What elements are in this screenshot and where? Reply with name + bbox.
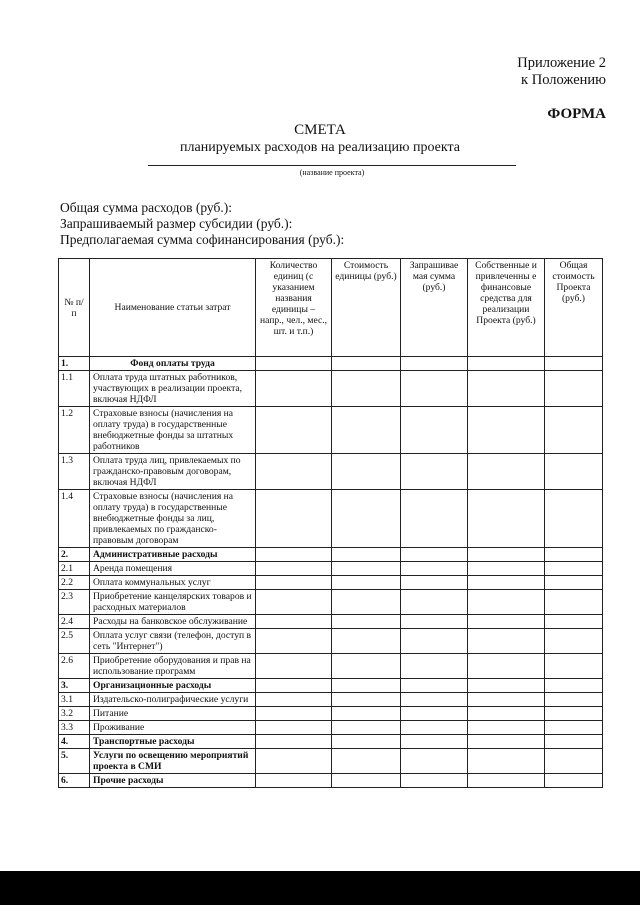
row-number: 1.1 bbox=[59, 371, 90, 407]
value-cell[interactable] bbox=[332, 576, 401, 590]
item-name: Издательско-полиграфические услуги bbox=[90, 693, 256, 707]
value-cell[interactable] bbox=[256, 454, 332, 490]
value-cell[interactable] bbox=[401, 371, 468, 407]
value-cell[interactable] bbox=[468, 693, 545, 707]
value-cell[interactable] bbox=[545, 357, 603, 371]
document-subtitle: планируемых расходов на реализацию проекта bbox=[180, 140, 460, 155]
row-number: 3.3 bbox=[59, 721, 90, 735]
table-row bbox=[59, 590, 603, 615]
item-name: Оплата услуг связи (телефон, доступ в сеть "Интернет") bbox=[90, 629, 256, 654]
value-cell[interactable] bbox=[256, 749, 332, 774]
value-cell[interactable] bbox=[401, 654, 468, 679]
table-row bbox=[59, 707, 603, 721]
value-cell[interactable] bbox=[332, 679, 401, 693]
value-cell[interactable] bbox=[256, 721, 332, 735]
value-cell[interactable] bbox=[468, 774, 545, 788]
header-number: № п/п bbox=[59, 259, 90, 357]
value-cell[interactable] bbox=[401, 615, 468, 629]
item-name: Оплата труда штатных работников, участвующих в реализации проекта, включая НДФЛ bbox=[90, 371, 256, 407]
row-number: 3.2 bbox=[59, 707, 90, 721]
value-cell[interactable] bbox=[468, 407, 545, 454]
value-cell[interactable] bbox=[468, 548, 545, 562]
value-cell[interactable] bbox=[256, 407, 332, 454]
header-unit-count: Количество единиц (с указанием названия единицы – напр., чел., мес., шт. и т.п.) bbox=[256, 259, 332, 357]
value-cell[interactable] bbox=[545, 548, 603, 562]
value-cell[interactable] bbox=[256, 357, 332, 371]
value-cell[interactable] bbox=[401, 357, 468, 371]
value-cell[interactable] bbox=[332, 590, 401, 615]
table-row bbox=[59, 749, 603, 774]
value-cell[interactable] bbox=[468, 654, 545, 679]
value-cell[interactable] bbox=[401, 629, 468, 654]
item-name: Питание bbox=[90, 707, 256, 721]
section-title: Услуги по освещению мероприятий проекта в СМИ bbox=[90, 749, 256, 774]
item-name: Аренда помещения bbox=[90, 562, 256, 576]
value-cell[interactable] bbox=[545, 615, 603, 629]
item-name: Приобретение оборудования и прав на использование программ bbox=[90, 654, 256, 679]
table-row bbox=[59, 735, 603, 749]
value-cell[interactable] bbox=[468, 562, 545, 576]
header-total-cost: Общая стоимость Проекта (руб.) bbox=[545, 259, 603, 357]
value-cell[interactable] bbox=[401, 576, 468, 590]
table-row bbox=[59, 562, 603, 576]
value-cell[interactable] bbox=[401, 749, 468, 774]
value-cell[interactable] bbox=[545, 679, 603, 693]
table-row bbox=[59, 407, 603, 454]
cofinancing-label: Предполагаемая сумма софинансирования (руб.): bbox=[60, 232, 345, 247]
value-cell[interactable] bbox=[256, 735, 332, 749]
value-cell[interactable] bbox=[401, 454, 468, 490]
value-cell[interactable] bbox=[256, 629, 332, 654]
document-title: СМЕТА bbox=[294, 122, 346, 138]
table-row bbox=[59, 615, 603, 629]
project-name-caption: (название проекта) bbox=[299, 168, 365, 177]
row-number: 1.2 bbox=[59, 407, 90, 454]
value-cell[interactable] bbox=[332, 774, 401, 788]
row-number: 3.1 bbox=[59, 693, 90, 707]
value-cell[interactable] bbox=[545, 576, 603, 590]
value-cell[interactable] bbox=[468, 490, 545, 548]
value-cell[interactable] bbox=[468, 615, 545, 629]
table-row bbox=[59, 454, 603, 490]
total-sum-label: Общая сумма расходов (руб.): bbox=[60, 200, 232, 215]
section-title: Организационные расходы bbox=[90, 679, 256, 693]
value-cell[interactable] bbox=[332, 407, 401, 454]
value-cell[interactable] bbox=[256, 774, 332, 788]
value-cell[interactable] bbox=[401, 774, 468, 788]
value-cell[interactable] bbox=[545, 721, 603, 735]
table-row bbox=[59, 774, 603, 788]
value-cell[interactable] bbox=[545, 590, 603, 615]
appendix-line-2: к Положению bbox=[521, 72, 606, 88]
project-name-line bbox=[148, 165, 516, 166]
table-row bbox=[59, 721, 603, 735]
row-number: 2. bbox=[59, 548, 90, 562]
header-item-name: Наименование статьи затрат bbox=[90, 259, 256, 357]
value-cell[interactable] bbox=[401, 562, 468, 576]
row-number: 5. bbox=[59, 749, 90, 774]
scan-bottom-border bbox=[0, 871, 640, 905]
item-name: Оплата коммунальных услуг bbox=[90, 576, 256, 590]
table-row bbox=[59, 357, 603, 371]
value-cell[interactable] bbox=[256, 562, 332, 576]
value-cell[interactable] bbox=[332, 357, 401, 371]
value-cell[interactable] bbox=[545, 407, 603, 454]
table-row bbox=[59, 679, 603, 693]
value-cell[interactable] bbox=[468, 576, 545, 590]
row-number: 2.1 bbox=[59, 562, 90, 576]
row-number: 1. bbox=[59, 357, 90, 371]
value-cell[interactable] bbox=[332, 490, 401, 548]
value-cell[interactable] bbox=[256, 615, 332, 629]
section-title: Фонд оплаты труда bbox=[90, 357, 256, 371]
value-cell[interactable] bbox=[545, 371, 603, 407]
table-row bbox=[59, 371, 603, 407]
row-number: 4. bbox=[59, 735, 90, 749]
value-cell[interactable] bbox=[332, 721, 401, 735]
value-cell[interactable] bbox=[468, 590, 545, 615]
item-name: Расходы на банковское обслуживание bbox=[90, 615, 256, 629]
value-cell[interactable] bbox=[332, 693, 401, 707]
table-row bbox=[59, 490, 603, 548]
value-cell[interactable] bbox=[545, 654, 603, 679]
value-cell[interactable] bbox=[332, 454, 401, 490]
value-cell[interactable] bbox=[256, 490, 332, 548]
value-cell[interactable] bbox=[401, 707, 468, 721]
header-requested-amount: Запрашивае мая сумма (руб.) bbox=[401, 259, 468, 357]
row-number: 2.5 bbox=[59, 629, 90, 654]
row-number: 1.4 bbox=[59, 490, 90, 548]
value-cell[interactable] bbox=[332, 562, 401, 576]
header-own-funds: Собственные и привлеченны е финансовые средства для реализации Проекта (руб.) bbox=[468, 259, 545, 357]
value-cell[interactable] bbox=[468, 707, 545, 721]
section-title: Административные расходы bbox=[90, 548, 256, 562]
value-cell[interactable] bbox=[545, 693, 603, 707]
value-cell[interactable] bbox=[401, 548, 468, 562]
value-cell[interactable] bbox=[468, 749, 545, 774]
value-cell[interactable] bbox=[401, 693, 468, 707]
value-cell[interactable] bbox=[545, 749, 603, 774]
value-cell[interactable] bbox=[401, 679, 468, 693]
row-number: 6. bbox=[59, 774, 90, 788]
value-cell[interactable] bbox=[468, 357, 545, 371]
value-cell[interactable] bbox=[468, 721, 545, 735]
value-cell[interactable] bbox=[332, 707, 401, 721]
value-cell[interactable] bbox=[401, 490, 468, 548]
row-number: 2.6 bbox=[59, 654, 90, 679]
requested-subsidy-label: Запрашиваемый размер субсидии (руб.): bbox=[60, 216, 293, 231]
value-cell[interactable] bbox=[468, 679, 545, 693]
value-cell[interactable] bbox=[256, 654, 332, 679]
table-row bbox=[59, 548, 603, 562]
value-cell[interactable] bbox=[545, 735, 603, 749]
value-cell[interactable] bbox=[256, 707, 332, 721]
sums-block bbox=[60, 200, 344, 248]
row-number: 1.3 bbox=[59, 454, 90, 490]
value-cell[interactable] bbox=[332, 629, 401, 654]
value-cell[interactable] bbox=[256, 679, 332, 693]
row-number: 2.3 bbox=[59, 590, 90, 615]
appendix-line-1: Приложение 2 bbox=[517, 55, 606, 71]
value-cell[interactable] bbox=[332, 371, 401, 407]
value-cell[interactable] bbox=[468, 371, 545, 407]
value-cell[interactable] bbox=[545, 490, 603, 548]
value-cell[interactable] bbox=[545, 774, 603, 788]
value-cell[interactable] bbox=[256, 576, 332, 590]
item-name: Страховые взносы (начисления на оплату труда) в государственные внебюджетные фонды за лиц, привлекаемых по гражданско-правовым договорам bbox=[90, 490, 256, 548]
value-cell[interactable] bbox=[332, 654, 401, 679]
value-cell[interactable] bbox=[256, 693, 332, 707]
table-row bbox=[59, 576, 603, 590]
row-number: 3. bbox=[59, 679, 90, 693]
table-row bbox=[59, 629, 603, 654]
row-number: 2.2 bbox=[59, 576, 90, 590]
appendix-reference bbox=[517, 55, 606, 89]
section-title: Прочие расходы bbox=[90, 774, 256, 788]
value-cell[interactable] bbox=[468, 629, 545, 654]
value-cell[interactable] bbox=[468, 454, 545, 490]
value-cell[interactable] bbox=[545, 629, 603, 654]
item-name: Проживание bbox=[90, 721, 256, 735]
value-cell[interactable] bbox=[545, 707, 603, 721]
item-name: Приобретение канцелярских товаров и расходных материалов bbox=[90, 590, 256, 615]
header-unit-cost: Стоимость единицы (руб.) bbox=[332, 259, 401, 357]
value-cell[interactable] bbox=[401, 735, 468, 749]
budget-table bbox=[58, 258, 603, 788]
item-name: Страховые взносы (начисления на оплату труда) в государственные внебюджетные фонды за штатных работников bbox=[90, 407, 256, 454]
value-cell[interactable] bbox=[545, 562, 603, 576]
value-cell[interactable] bbox=[468, 735, 545, 749]
form-label: ФОРМА bbox=[547, 106, 606, 122]
value-cell[interactable] bbox=[545, 454, 603, 490]
item-name: Оплата труда лиц, привлекаемых по гражданско-правовым договорам, включая НДФЛ bbox=[90, 454, 256, 490]
value-cell[interactable] bbox=[332, 615, 401, 629]
table-row bbox=[59, 654, 603, 679]
value-cell[interactable] bbox=[401, 721, 468, 735]
table-row bbox=[59, 693, 603, 707]
value-cell[interactable] bbox=[401, 590, 468, 615]
section-title: Транспортные расходы bbox=[90, 735, 256, 749]
value-cell[interactable] bbox=[401, 407, 468, 454]
value-cell[interactable] bbox=[332, 735, 401, 749]
value-cell[interactable] bbox=[256, 590, 332, 615]
value-cell[interactable] bbox=[256, 548, 332, 562]
value-cell[interactable] bbox=[332, 749, 401, 774]
value-cell[interactable] bbox=[332, 548, 401, 562]
row-number: 2.4 bbox=[59, 615, 90, 629]
value-cell[interactable] bbox=[256, 371, 332, 407]
